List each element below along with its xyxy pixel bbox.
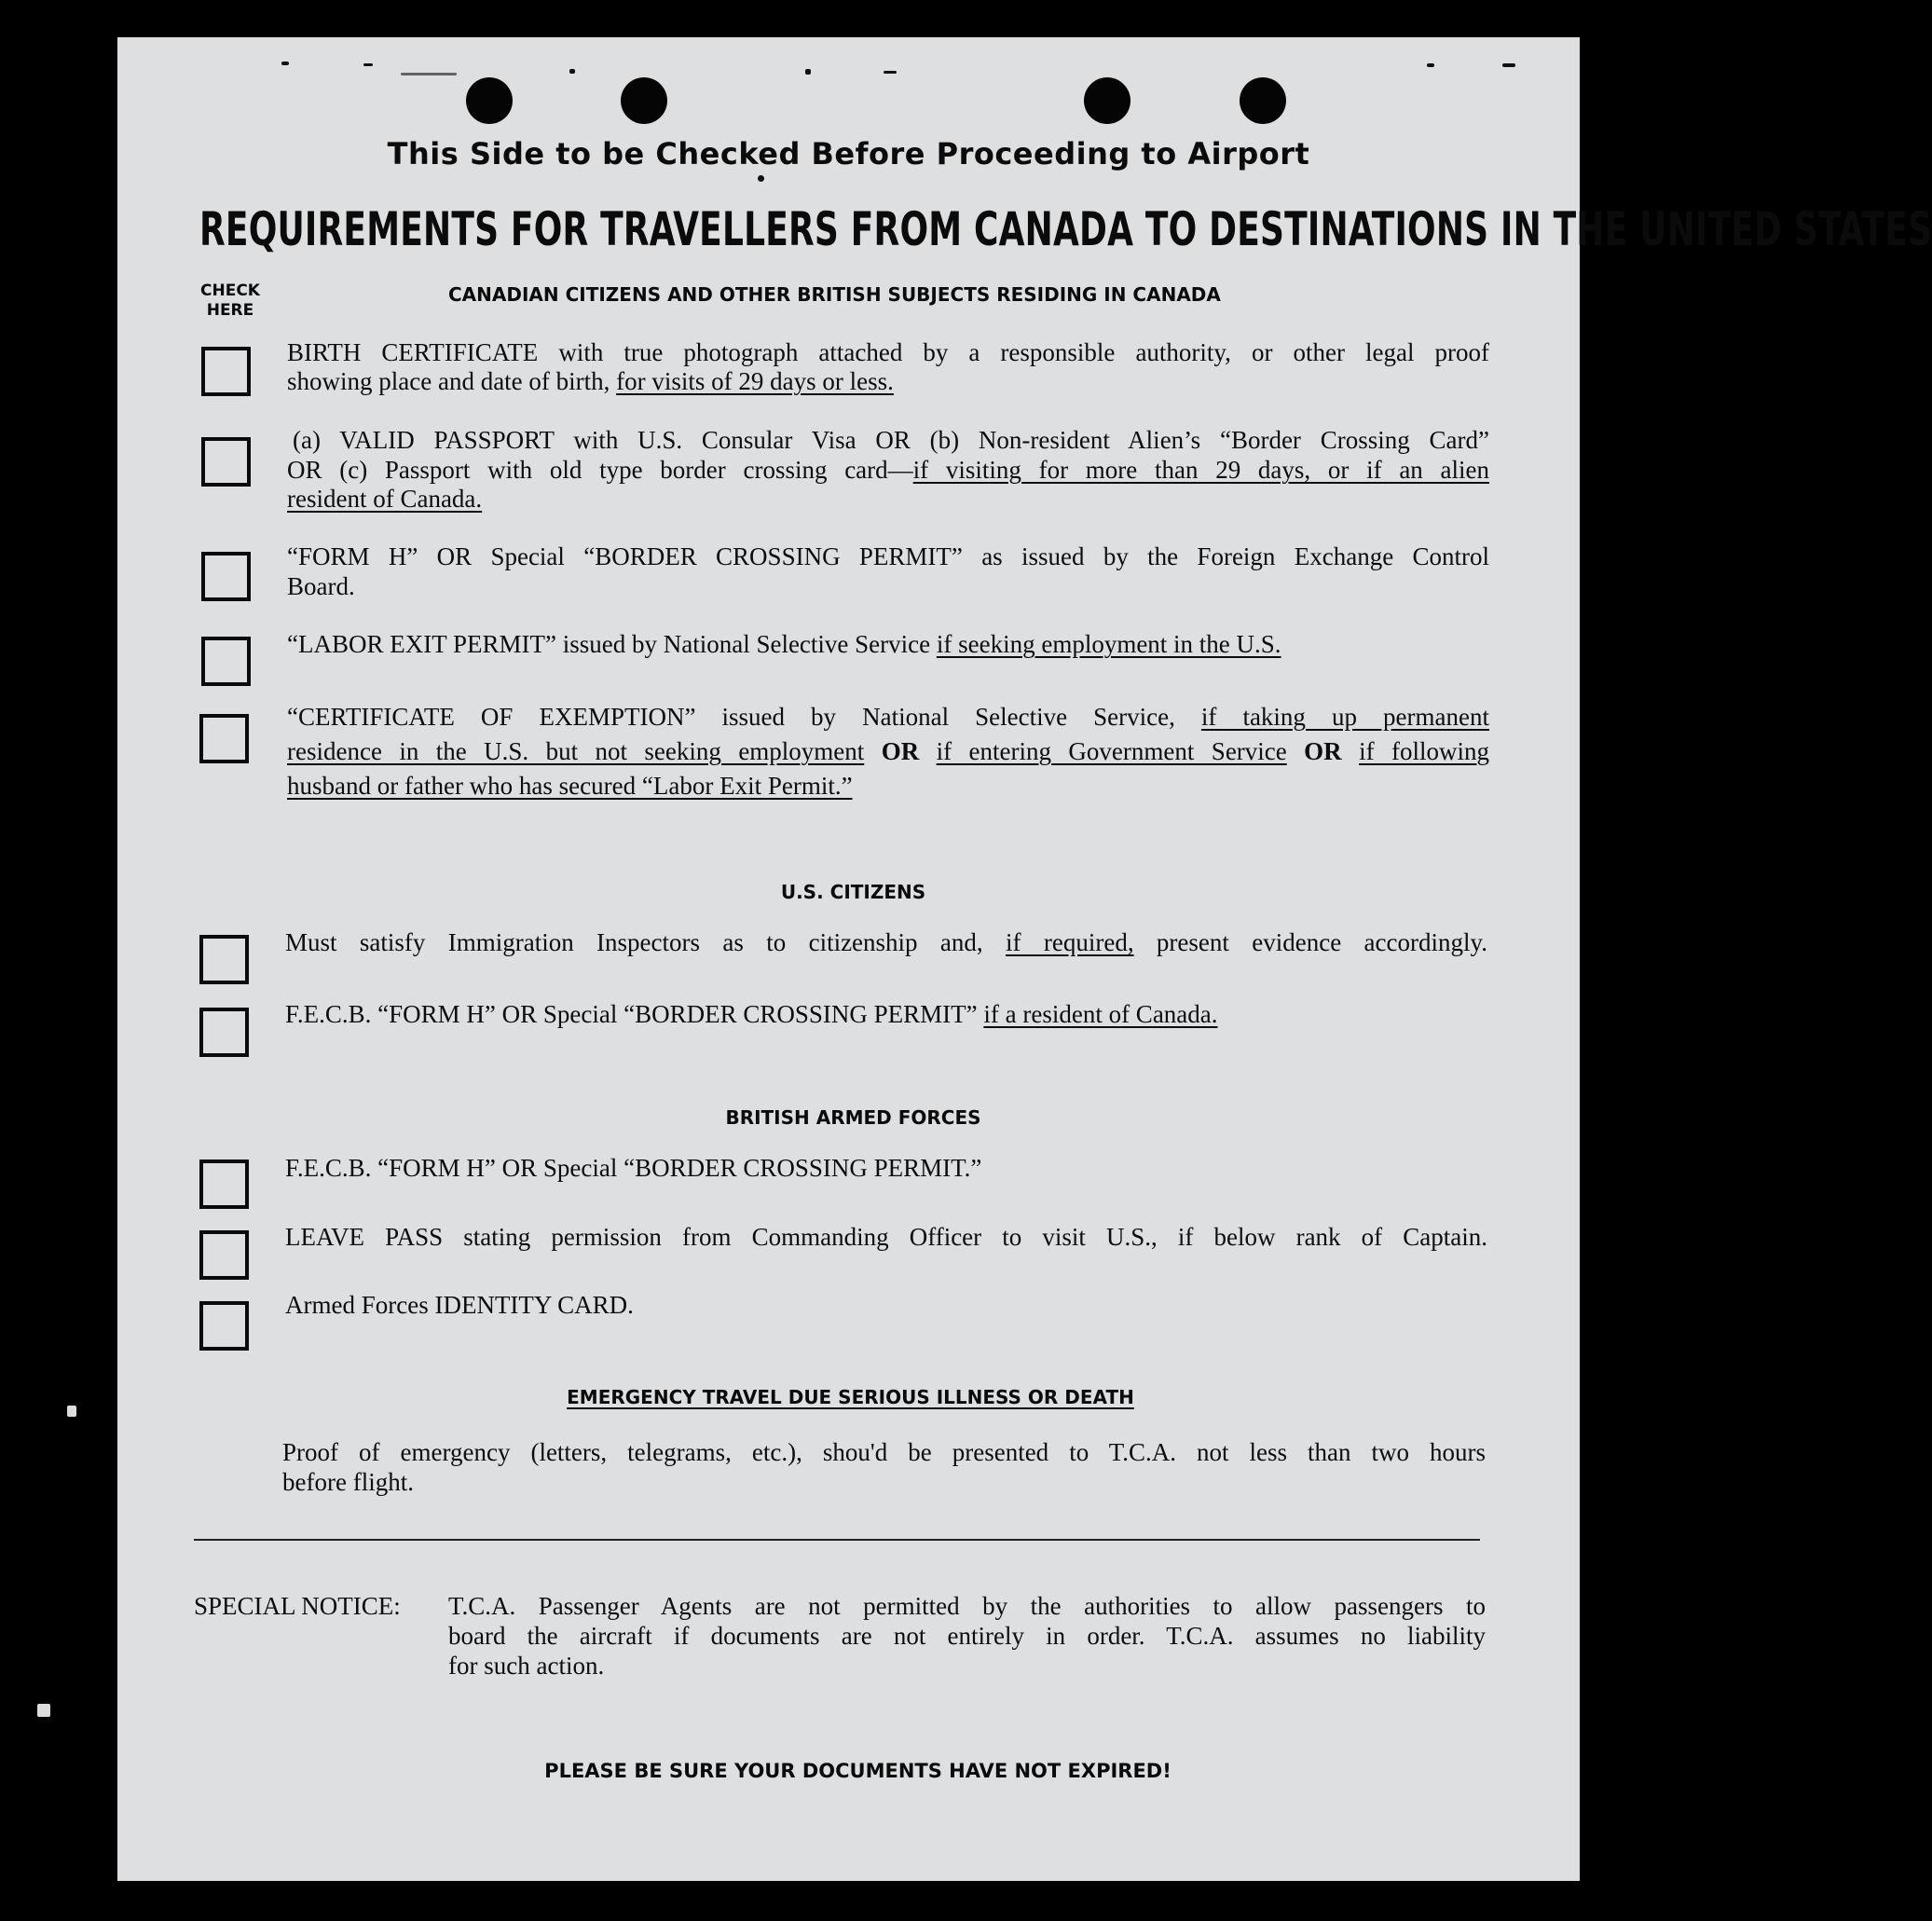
checkbox-us-citizenship[interactable] (199, 935, 249, 984)
item-text: showing place and date of birth, for visits of 29 days or less. (287, 367, 894, 395)
check-here-line: CHECK (200, 281, 260, 300)
item-text: Must satisfy Immigration Inspectors as to citizenship and, if required, present evidence accordingly. (285, 928, 1487, 956)
speck (884, 71, 897, 74)
item-text: “CERTIFICATE OF EXEMPTION” issued by National Selective Service, if taking up permanent (287, 703, 1489, 731)
speck (569, 69, 575, 74)
speck (758, 175, 764, 182)
checkbox-labor-exit-permit[interactable] (201, 637, 251, 686)
checkbox-birth-certificate[interactable] (201, 347, 251, 396)
checkbox-form-h[interactable] (201, 552, 251, 601)
special-notice-text: board the aircraft if documents are not entirely in order. T.C.A. assumes no liability (448, 1622, 1486, 1650)
section-heading-emergency (117, 1386, 1580, 1408)
section-heading-british: BRITISH ARMED FORCES (725, 1106, 981, 1129)
checkbox-identity-card[interactable] (199, 1301, 249, 1351)
emergency-text: Proof of emergency (letters, telegrams, etc.), shou'd be presented to T.C.A. not less than two hours (282, 1438, 1486, 1466)
item-text: residence in the U.S. but not seeking employment OR if entering Government Service OR if following (287, 737, 1490, 765)
special-notice-text: T.C.A. Passenger Agents are not permitted by the authorities to allow passengers to (448, 1592, 1486, 1620)
punch-hole (621, 77, 667, 124)
footer-notice: PLEASE BE SURE YOUR DOCUMENTS HAVE NOT EXPIRED! (544, 1760, 1172, 1782)
punch-hole (1240, 77, 1286, 124)
checkbox-british-form-h[interactable] (199, 1159, 249, 1209)
item-text: Board. (287, 572, 355, 600)
section-heading-canadian: CANADIAN CITIZENS AND OTHER BRITISH SUBJECTS RESIDING IN CANADA (448, 283, 1221, 306)
punch-hole (1084, 77, 1130, 124)
divider-line (194, 1539, 1480, 1541)
item-text: (a) VALID PASSPORT with U.S. Consular Visa OR (b) Non-resident Alien’s “Border Crossing Card” (293, 426, 1489, 454)
item-text: “LABOR EXIT PERMIT” issued by National Selective Service if seeking employment in the U.S. (287, 630, 1281, 658)
item-text: Armed Forces IDENTITY CARD. (285, 1291, 634, 1319)
section-heading-us: U.S. CITIZENS (780, 881, 926, 903)
special-notice-text: for such action. (448, 1652, 605, 1680)
punch-hole (466, 77, 513, 124)
item-text: resident of Canada. (287, 485, 483, 513)
item-text: F.E.C.B. “FORM H” OR Special “BORDER CROSSING PERMIT.” (285, 1154, 982, 1182)
item-text: OR (c) Passport with old type border crossing card—if visiting for more than 29 days, or if an alien (287, 456, 1489, 484)
document-page (117, 37, 1932, 1881)
main-title: REQUIREMENTS FOR TRAVELLERS FROM CANADA TO DESTINATIONS IN THE UNITED STATES (199, 203, 1932, 257)
speck (805, 69, 811, 75)
top-heading: This Side to be Checked Before Proceeding to Airport (387, 136, 1310, 172)
item-text: husband or father who has secured “Labor Exit Permit.” (287, 772, 853, 800)
speck (363, 63, 373, 66)
speck (401, 73, 457, 75)
item-text: F.E.C.B. “FORM H” OR Special “BORDER CROSSING PERMIT” if a resident of Canada. (285, 1000, 1218, 1028)
speck (67, 1406, 76, 1417)
check-here-label (198, 281, 263, 321)
special-notice-label: SPECIAL NOTICE: (194, 1592, 401, 1620)
emergency-heading-text: EMERGENCY TRAVEL DUE SERIOUS ILLNESS OR DEATH (567, 1386, 1134, 1408)
speck (37, 1704, 50, 1717)
checkbox-valid-passport[interactable] (201, 437, 251, 487)
checkbox-certificate-exemption[interactable] (199, 714, 249, 763)
item-text: “FORM H” OR Special “BORDER CROSSING PERMIT” as issued by the Foreign Exchange Control (287, 542, 1489, 570)
checkbox-leave-pass[interactable] (199, 1230, 249, 1280)
item-text: BIRTH CERTIFICATE with true photograph attached by a responsible authority, or other legal proof (287, 338, 1489, 366)
item-text: LEAVE PASS stating permission from Commanding Officer to visit U.S., if below rank of Captain. (285, 1223, 1487, 1251)
emergency-text: before flight. (282, 1468, 414, 1496)
speck (1502, 63, 1515, 67)
check-here-line: HERE (206, 301, 254, 320)
checkbox-us-form-h[interactable] (199, 1008, 249, 1057)
speck (281, 62, 289, 65)
speck (1427, 63, 1434, 67)
